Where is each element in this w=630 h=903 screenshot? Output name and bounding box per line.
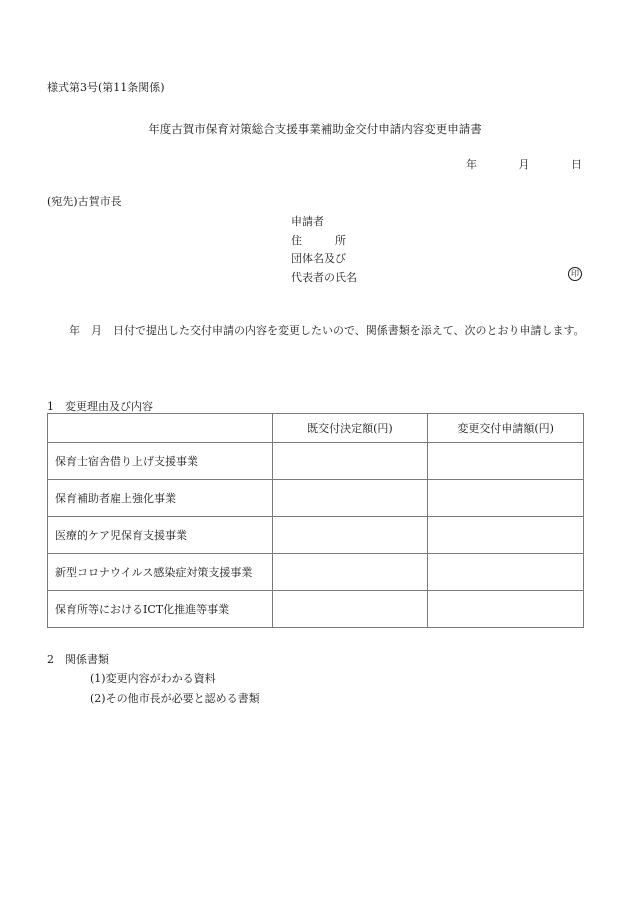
date-day: 日 [571, 158, 582, 171]
decided-amount-cell[interactable] [272, 480, 428, 517]
date-line [466, 156, 582, 172]
table-row [48, 517, 584, 554]
table-header-requested-amount: 変更交付申請額(円) [428, 414, 584, 443]
table-row-label: 保育所等におけるICT化推進等事業 [48, 591, 273, 628]
requested-amount-cell[interactable] [428, 591, 584, 628]
section2-heading: 2 関係書類 [47, 653, 109, 666]
decided-amount-cell[interactable] [272, 554, 428, 591]
date-year: 年 [466, 158, 477, 171]
table-header-decided-amount: 既交付決定額(円) [272, 414, 428, 443]
date-month: 月 [518, 158, 530, 171]
decided-amount-cell[interactable] [272, 591, 428, 628]
related-documents-list [90, 669, 260, 709]
applicant-rep-label: 代表者の氏名 [291, 270, 357, 284]
body-text: 年 月 日付で提出した交付申請の内容を変更したいので、関係書類を添えて、次のとおり申請します。 [69, 324, 585, 337]
list-item: (2)その他市長が必要と認める書類 [90, 692, 260, 705]
table-header-row [48, 414, 584, 443]
section1-heading: 1 変更理由及び内容 [47, 400, 153, 413]
requested-amount-cell[interactable] [428, 480, 584, 517]
requested-amount-cell[interactable] [428, 517, 584, 554]
table-row [48, 443, 584, 480]
seal-icon: 印 [568, 267, 582, 281]
table-row [48, 480, 584, 517]
requested-amount-cell[interactable] [428, 554, 584, 591]
applicant-address-label: 住 所 [291, 233, 346, 247]
addressee: (宛先)古賀市長 [47, 195, 122, 208]
applicant-label: 申請者 [291, 215, 324, 228]
table-row-label: 医療的ケア児保育支援事業 [48, 517, 273, 554]
table-row [48, 554, 584, 591]
document-title: 年度古賀市保育対策総合支援事業補助金交付申請内容変更申請書 [148, 122, 482, 136]
requested-amount-cell[interactable] [428, 443, 584, 480]
table-header-blank [48, 414, 273, 443]
list-item: (1)変更内容がわかる資料 [90, 672, 216, 685]
decided-amount-cell[interactable] [272, 443, 428, 480]
table-row-label: 新型コロナウイルス感染症対策支援事業 [48, 554, 273, 591]
table-row-label: 保育士宿舎借り上げ支援事業 [48, 443, 273, 480]
table-row-label: 保育補助者雇上強化事業 [48, 480, 273, 517]
decided-amount-cell[interactable] [272, 517, 428, 554]
table-row [48, 591, 584, 628]
applicant-org-label: 団体名及び [291, 252, 346, 265]
change-table [47, 413, 584, 628]
applicant-block [291, 213, 357, 287]
form-number: 様式第3号(第11条関係) [47, 81, 165, 94]
